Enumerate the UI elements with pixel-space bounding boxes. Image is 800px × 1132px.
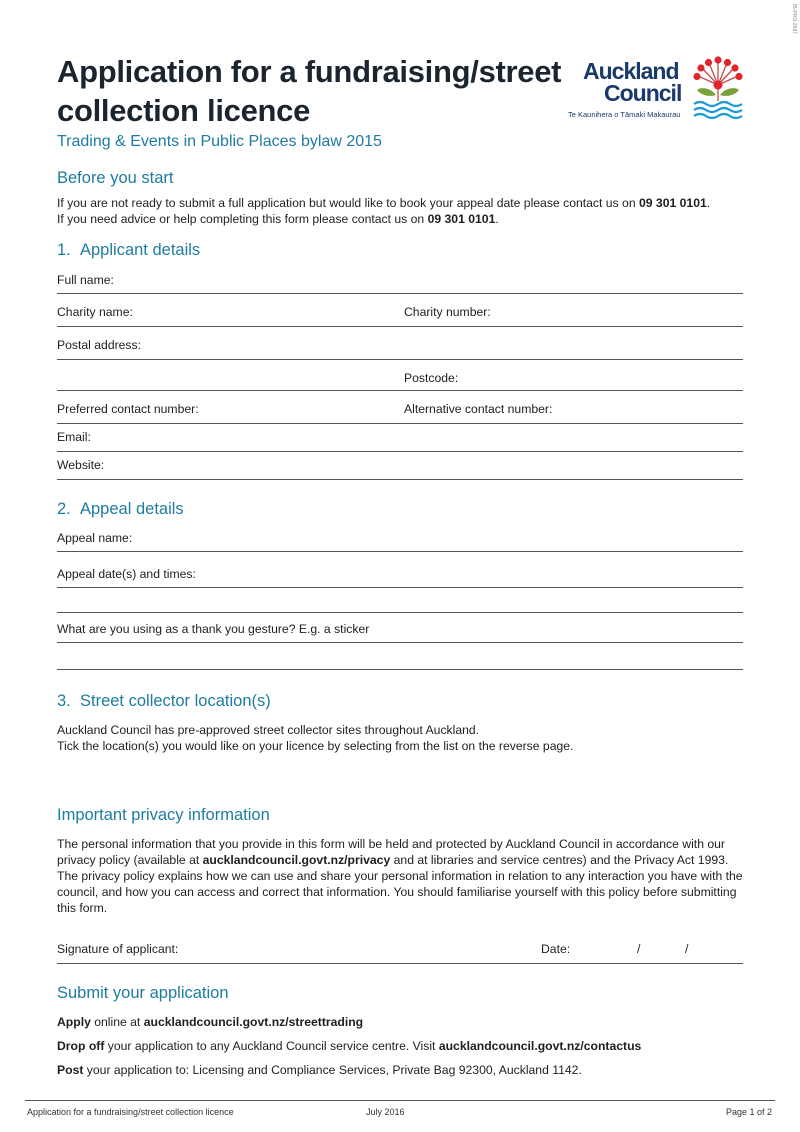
- section-title: Street collector location(s): [80, 692, 271, 710]
- date-label: Date:: [541, 942, 571, 956]
- signature-row: [57, 942, 743, 964]
- before-you-start-heading: Before you start: [57, 169, 174, 187]
- contact-link[interactable]: aucklandcouncil.govt.nz/contactus: [438, 1039, 642, 1053]
- privacy-heading: Important privacy information: [57, 806, 270, 824]
- drop-off-text: your application to any Auckland Council service centre. Visit: [104, 1039, 439, 1053]
- postal-address-field[interactable]: [57, 338, 743, 360]
- postal-address-label: Postal address:: [57, 338, 142, 352]
- pohutukawa-flower-icon: [692, 55, 744, 121]
- appeal-name-label: Appeal name:: [57, 531, 133, 545]
- thank-you-gesture-continued-field[interactable]: [57, 649, 743, 670]
- logo-tagline: Te Kaunihera o Tāmaki Makaurau: [568, 110, 681, 119]
- appeal-dates-continued-field[interactable]: [57, 592, 743, 613]
- section-number: 2.: [57, 500, 71, 518]
- appeal-dates-label: Appeal date(s) and times:: [57, 567, 196, 581]
- charity-number-label: Charity number:: [404, 305, 491, 319]
- submit-apply-line: [57, 1014, 747, 1030]
- privacy-text: [57, 836, 743, 916]
- footer-page-number: Page 1 of 2: [725, 1107, 772, 1117]
- footer-title: Application for a fundraising/street collection licence: [27, 1107, 234, 1117]
- alternative-contact-label: Alternative contact number:: [404, 402, 553, 416]
- form-code: IB-PRO-2697: [791, 4, 797, 35]
- page-title-line-1: Application for a fundraising/street: [57, 54, 562, 89]
- website-label: Website:: [57, 458, 105, 472]
- street-collector-text: [57, 722, 747, 754]
- full-name-label: Full name:: [57, 273, 114, 287]
- page-subtitle: Trading & Events in Public Places bylaw 2015: [57, 133, 382, 150]
- appeal-dates-field[interactable]: [57, 567, 743, 588]
- post-bold: Post: [57, 1063, 84, 1077]
- line-text: If you are not ready to submit a full application but would like to book your appeal date please contact us on: [57, 196, 639, 210]
- section-number: 3.: [57, 692, 71, 710]
- submit-drop-off-line: [57, 1038, 747, 1054]
- postcode-row[interactable]: [57, 371, 743, 391]
- privacy-link[interactable]: aucklandcouncil.govt.nz/privacy: [202, 853, 391, 867]
- logo-text-auckland: Auckland: [583, 58, 679, 84]
- charity-name-label: Charity name:: [57, 305, 133, 319]
- submit-post-line: [57, 1062, 747, 1078]
- street-collector-line-1: Auckland Council has pre-approved street collector sites throughout Auckland.: [57, 723, 480, 737]
- before-you-start-text: [57, 195, 747, 227]
- postcode-label: Postcode:: [404, 371, 459, 385]
- website-field[interactable]: [57, 458, 743, 480]
- charity-row: [57, 305, 743, 327]
- before-you-start-line-2: [57, 211, 747, 227]
- full-name-field[interactable]: [57, 273, 743, 294]
- section-title: Appeal details: [80, 500, 184, 518]
- submit-heading: Submit your application: [57, 984, 229, 1002]
- thank-you-gesture-field[interactable]: [57, 622, 743, 643]
- date-separator: /: [637, 942, 641, 956]
- footer-date: July 2016: [366, 1107, 405, 1117]
- page-title: [57, 52, 567, 130]
- section-title: Applicant details: [80, 241, 201, 259]
- logo-text-council: Council: [604, 80, 682, 106]
- drop-off-bold: Drop off: [57, 1039, 105, 1053]
- phone-number: 09 301 0101: [638, 196, 707, 210]
- page-title-line-2: collection licence: [57, 93, 311, 128]
- line-end: .: [495, 212, 499, 226]
- before-you-start-line-1: [57, 195, 747, 211]
- line-end: .: [706, 196, 711, 210]
- preferred-contact-label: Preferred contact number:: [57, 402, 199, 416]
- signature-label: Signature of applicant:: [57, 942, 179, 956]
- appeal-name-field[interactable]: [57, 531, 743, 552]
- apply-link[interactable]: aucklandcouncil.govt.nz/streettrading: [143, 1015, 364, 1029]
- applicant-details-heading: [57, 241, 200, 260]
- thank-you-gesture-label: What are you using as a thank you gesture? E.g. a sticker: [57, 622, 370, 636]
- auckland-council-logo: [568, 55, 750, 125]
- line-text: If you need advice or help completing this form please contact us on: [57, 212, 428, 226]
- email-field[interactable]: [57, 430, 743, 452]
- post-text: your application to: Licensing and Compliance Services, Private Bag 92300, Auckland 1142.: [83, 1063, 582, 1077]
- contact-number-row: [57, 402, 743, 424]
- appeal-details-heading: [57, 500, 184, 519]
- footer-divider: [25, 1100, 775, 1101]
- apply-text: online at: [90, 1015, 144, 1029]
- email-label: Email:: [57, 430, 91, 444]
- street-collector-heading: [57, 692, 271, 711]
- privacy-text-a: The personal information that you provide in this form will be held and protected by Auckland Council in accordance with our privacy policy (available at: [57, 837, 725, 867]
- phone-number: 09 301 0101: [427, 212, 496, 226]
- street-collector-line-2: Tick the location(s) you would like on your licence by selecting from the list on the reverse page.: [57, 739, 574, 753]
- date-separator: /: [685, 942, 689, 956]
- section-number: 1.: [57, 241, 71, 259]
- apply-bold: Apply: [57, 1015, 91, 1029]
- privacy-text-b: and at libraries and service centres) and the Privacy Act 1993. The privacy policy explains how we can use and share your personal information in relation to any interaction you have with the council, and how you can access and correct that information. You should familiarise yourself with this policy before submitting this form.: [57, 853, 743, 915]
